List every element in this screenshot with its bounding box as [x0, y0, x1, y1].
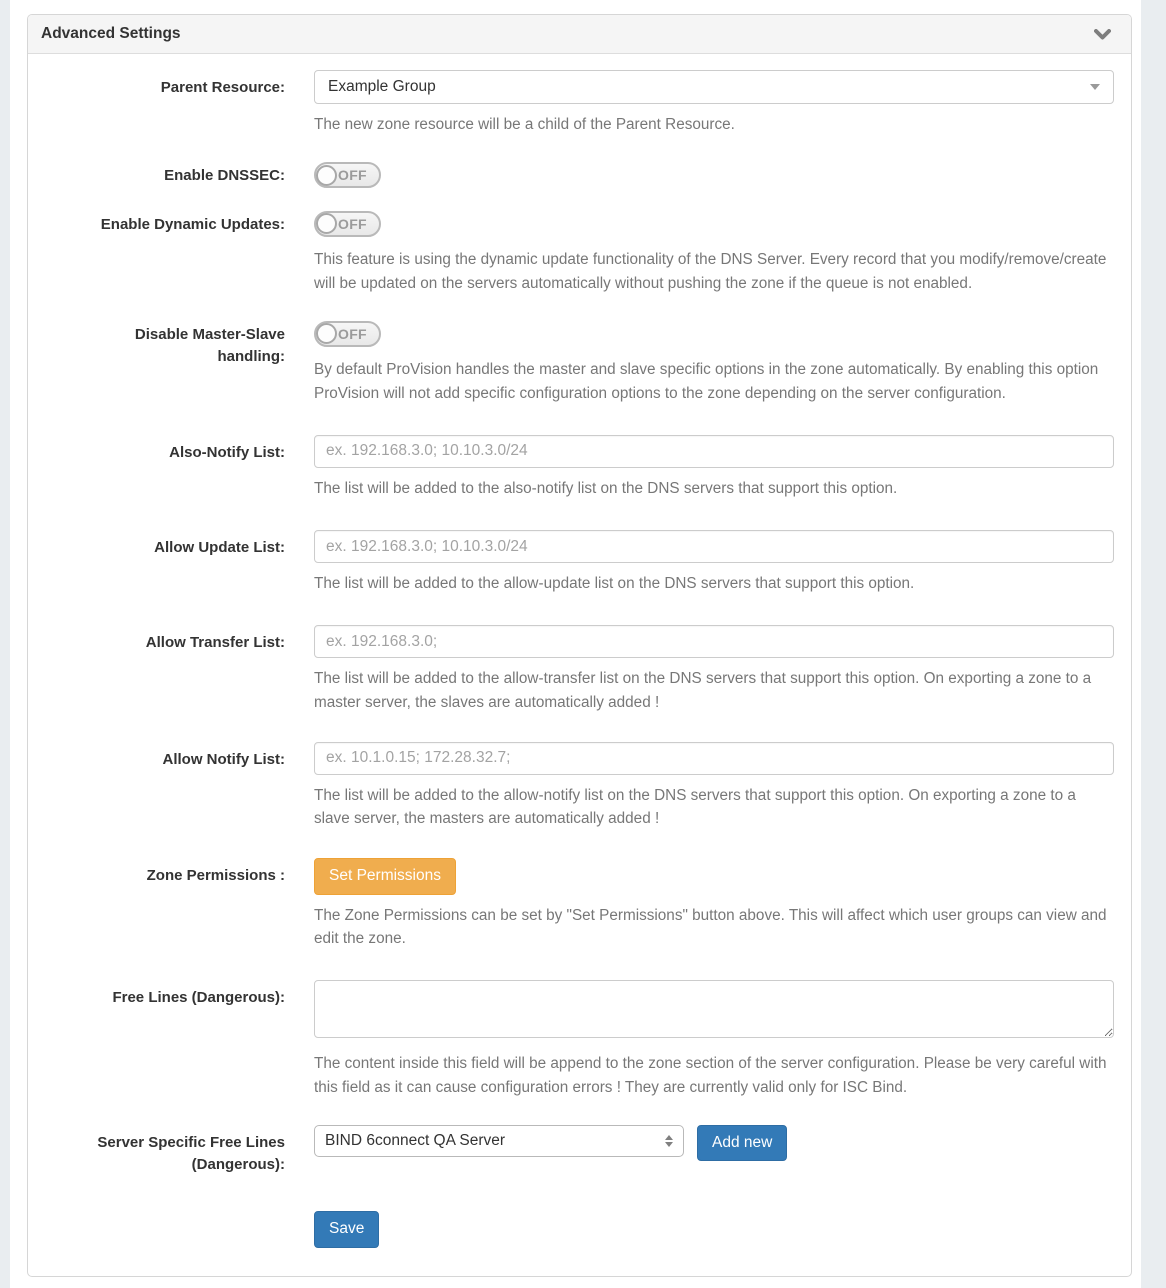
allow-update-row	[28, 530, 1114, 595]
allow-notify-row	[28, 742, 1114, 831]
chevron-down-icon[interactable]	[1094, 29, 1111, 40]
enable-dnssec-state: OFF	[338, 167, 367, 184]
server-specific-free-lines-selected-value: BIND 6connect QA Server	[325, 1131, 506, 1149]
toggle-knob-icon	[316, 165, 337, 186]
free-lines-help: The content inside this field will be append to the zone section of the server configuration. Please be very careful with this field as it can cause configuration errors ! They are currently valid only for ISC Bind.	[314, 1055, 1107, 1096]
allow-transfer-row	[28, 625, 1114, 714]
enable-dynamic-updates-state: OFF	[338, 215, 367, 232]
add-new-button[interactable]: Add new	[697, 1125, 787, 1162]
allow-transfer-help: The list will be added to the allow-transfer list on the DNS servers that support this option. On exporting a zone to a master server, the slaves are automatically added !	[314, 670, 1092, 711]
server-specific-free-lines-select[interactable]	[314, 1125, 684, 1157]
allow-notify-input[interactable]	[314, 742, 1114, 775]
allow-notify-help: The list will be added to the allow-notify list on the DNS servers that support this option. On exporting a zone to a slave server, the masters are automatically added !	[314, 786, 1076, 827]
parent-resource-select[interactable]	[314, 70, 1114, 104]
allow-notify-label: Allow Notify List:	[162, 750, 285, 768]
server-specific-free-lines-label: Server Specific Free Lines (Dangerous):	[97, 1133, 285, 1173]
select-stepper-icon	[665, 1135, 673, 1147]
zone-permissions-row	[28, 858, 1114, 950]
also-notify-label: Also-Notify List:	[169, 443, 285, 461]
advanced-settings-panel	[27, 14, 1132, 1277]
set-permissions-button[interactable]: Set Permissions	[314, 858, 456, 895]
zone-permissions-label: Zone Permissions :	[146, 867, 285, 885]
enable-dynamic-updates-help: This feature is using the dynamic update functionality of the DNS Server. Every record that you modify/remove/create will be updated on the servers automatically without pushing the zone if the queue is not enabled.	[314, 251, 1107, 292]
also-notify-input[interactable]	[314, 435, 1114, 468]
enable-dnssec-toggle[interactable]	[314, 162, 381, 188]
also-notify-row	[28, 435, 1114, 500]
disable-master-slave-label: Disable Master-Slave handling:	[134, 325, 285, 365]
save-row-spacer	[28, 1211, 285, 1218]
save-row	[28, 1211, 1114, 1248]
content-card	[10, 0, 1141, 1288]
parent-resource-label: Parent Resource:	[160, 79, 285, 96]
toggle-knob-icon	[316, 213, 337, 234]
enable-dynamic-updates-row	[28, 211, 1114, 295]
zone-permissions-help: The Zone Permissions can be set by "Set Permissions" button above. This will affect which user groups can view and edit the zone.	[314, 906, 1107, 948]
select-caret-icon	[1090, 84, 1100, 90]
panel-body	[28, 54, 1131, 1276]
panel-header[interactable]	[28, 15, 1131, 54]
free-lines-label: Free Lines (Dangerous):	[112, 989, 285, 1007]
allow-update-input[interactable]	[314, 530, 1114, 563]
panel-title: Advanced Settings	[41, 25, 181, 42]
free-lines-row	[28, 980, 1114, 1099]
parent-resource-selected-value: Example Group	[328, 78, 436, 95]
allow-transfer-input[interactable]	[314, 625, 1114, 658]
save-button[interactable]: Save	[314, 1211, 379, 1248]
enable-dnssec-label: Enable DNSSEC:	[164, 167, 285, 185]
disable-master-slave-toggle[interactable]	[314, 321, 381, 347]
toggle-knob-icon	[316, 323, 337, 344]
allow-transfer-label: Allow Transfer List:	[145, 634, 285, 652]
disable-master-slave-state: OFF	[338, 325, 367, 342]
enable-dynamic-updates-toggle[interactable]	[314, 211, 381, 237]
enable-dnssec-row	[28, 162, 1114, 191]
also-notify-help: The list will be added to the also-notify list on the DNS servers that support this option.	[314, 479, 898, 497]
allow-update-label: Allow Update List:	[154, 539, 285, 556]
enable-dynamic-updates-label: Enable Dynamic Updates:	[100, 215, 285, 233]
parent-resource-row	[28, 70, 1114, 136]
parent-resource-help: The new zone resource will be a child of the Parent Resource.	[314, 116, 735, 133]
allow-update-help: The list will be added to the allow-update list on the DNS servers that support this option.	[314, 575, 915, 592]
disable-master-slave-row	[28, 321, 1114, 405]
disable-master-slave-help: By default ProVision handles the master and slave specific options in the zone automatically. By enabling this option ProVision will not add specific configuration options to the zone depending on the server configuration.	[314, 361, 1099, 402]
server-specific-free-lines-row	[28, 1125, 1114, 1176]
free-lines-textarea[interactable]	[314, 980, 1114, 1038]
